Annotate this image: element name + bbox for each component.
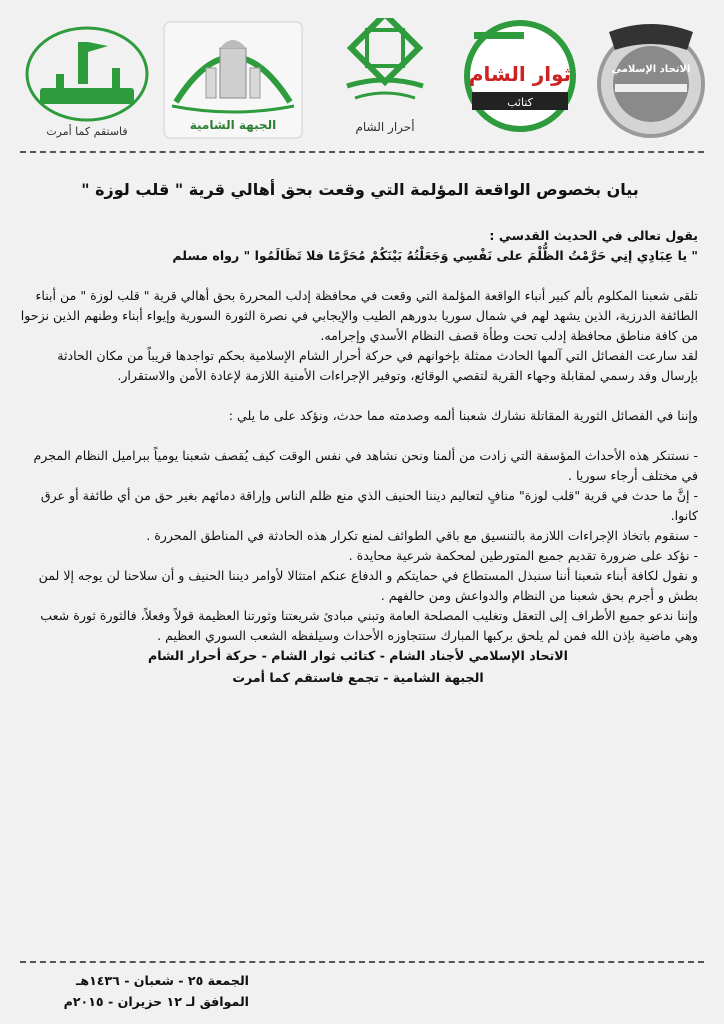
paragraph-response: لقد سارعت الفصائل التي آلمها الحادث ممثلة بإخوانهم في حركة أحرار الشام الإسلامية بحكم تواجدها قريباً من مكان الحادثة بإرسال وفد رسمي لمقابلة وجهاء القرية لتقصي الوقائع، وتوفير الإجراءات الأمنية اللازمة لإعادة الأمن والاستقرار.	[57, 348, 698, 383]
point-measures: - سنقوم باتخاذ الإجراءات اللازمة بالتنسيق مع باقي الطوائف لمنع تكرار هذه الحادثة في المناطق المحررة .	[146, 528, 698, 543]
statement-date	[19, 970, 249, 1012]
header-divider	[20, 151, 704, 153]
hadith-text: " يا عِبَادِي إنِي حَرَّمْتُ الظُّلْمَ على نَفْسِي وَجَعَلْتُهُ بَيْنَكُمْ مُحَرَّمًا فلا تَظَالَمُوا " رواه مسلم	[172, 248, 698, 263]
islamic-union-emblem-icon	[595, 18, 707, 140]
signatories-line-1: الاتحاد الإسلامي لأجناد الشام - كتائب ثوار الشام - حركة أحرار الشام	[148, 648, 568, 663]
fastaqim-caption: فاستقم كما أمرت	[46, 125, 128, 138]
fastaqim-emblem-icon	[22, 18, 152, 126]
statement-title: بيان بخصوص الواقعة المؤلمة التي وقعت بحق أهالي قرية " قلب لوزة "	[81, 180, 639, 199]
footer-divider	[20, 961, 704, 963]
point-call: وإننا ندعو جميع الأطراف إلى التعقل وتغليب المصلحة العامة وتبني مبادئ شريعتنا وثورتنا العظيمة قولاً وفعلاً، فالثورة ثورة شعب وهي ماضية بإذن الله فمن لم يلحق بركبها المبارك ستتجاوزه الأحداث وسيلفظه الشعب السوري العظيم .	[40, 608, 698, 643]
fastaqim-logo	[22, 18, 152, 140]
svg-text:كتائب: كتائب	[507, 96, 533, 109]
thuwar-al-sham-caption: ثوار الشام	[468, 62, 572, 86]
point-court: - نؤكد على ضرورة تقديم جميع المتورطين لمحكمة شرعية محايدة .	[348, 548, 698, 563]
point-protection: و نقول لكافة أبناء شعبنا أننا سنبذل المستطاع في حمايتكم و الدفاع عنكم امتثالا لأوامر ديننا الحنيف و أن سلاحنا لن يوجه إلا لمن بطش و أجرم بحق شعبنا من النظام والدواعش ومن حالفهم .	[38, 568, 698, 603]
logo-row	[0, 18, 724, 143]
paragraph-incident: تلقى شعبنا المكلوم بألم كبير أنباء الواقعة المؤلمة التي وقعت في محافظة إدلب المحررة بحق أهالي قرية " قلب لوزة " من أبناء الطائفة الدرزية، الذين يشهد لهم في شمال سوريا بدورهم الطيب والإيجابي في نصرة الثورة السورية وإيواء أبناء وطنهم الذين نزحوا من كافة مناطق محافظة إدلب تحت وطأة قصف النظام الأسدي وإجرامه.	[20, 288, 698, 343]
point-condemn: - نستنكر هذه الأحداث المؤسفة التي زادت من ألمنا ونحن نشاهد في نفس الوقت كيف يُقصف شعبنا يومياً ببراميل النظام المجرم في مختلف أرجاء سوريا .	[33, 448, 698, 483]
statement-body	[18, 226, 698, 688]
islamic-union-caption: الاتحاد الإسلامي	[611, 64, 691, 75]
ahrar-emblem-icon	[325, 18, 445, 118]
point-contrary: - إنَّ ما حدث في قرية "قلب لوزة" منافٍ لتعاليم ديننا الحنيف الذي منع ظلم الناس وإراقة دمائهم بغير حق من أي طائفة أو عرق كانوا.	[40, 488, 698, 523]
jabha-shamiya-logo	[158, 18, 308, 140]
signatories-line-2: الجبهة الشامية - تجمع فاستقم كما أمرت	[232, 670, 484, 685]
affirm-intro: وإننا في الفصائل الثورية المقاتلة نشارك شعبنا ألمه وصدمته مما حدث، ونؤكد على ما يلي :	[228, 408, 698, 423]
date-gregorian: الموافق لـ ١٢ حزيران - ٢٠١٥م	[63, 994, 249, 1009]
thuwar-al-sham-logo	[460, 18, 580, 140]
ahrar-al-sham-logo	[325, 18, 445, 140]
hadith-intro: يقول تعالى في الحديث القدسي :	[489, 228, 698, 243]
ahrar-al-sham-caption: أحرار الشام	[355, 120, 415, 134]
islamic-union-logo	[595, 18, 707, 140]
jabha-shamiya-caption: الجبهة الشامية	[189, 118, 277, 132]
date-hijri: الجمعة ٢٥ - شعبان - ١٤٣٦هـ	[76, 973, 249, 988]
